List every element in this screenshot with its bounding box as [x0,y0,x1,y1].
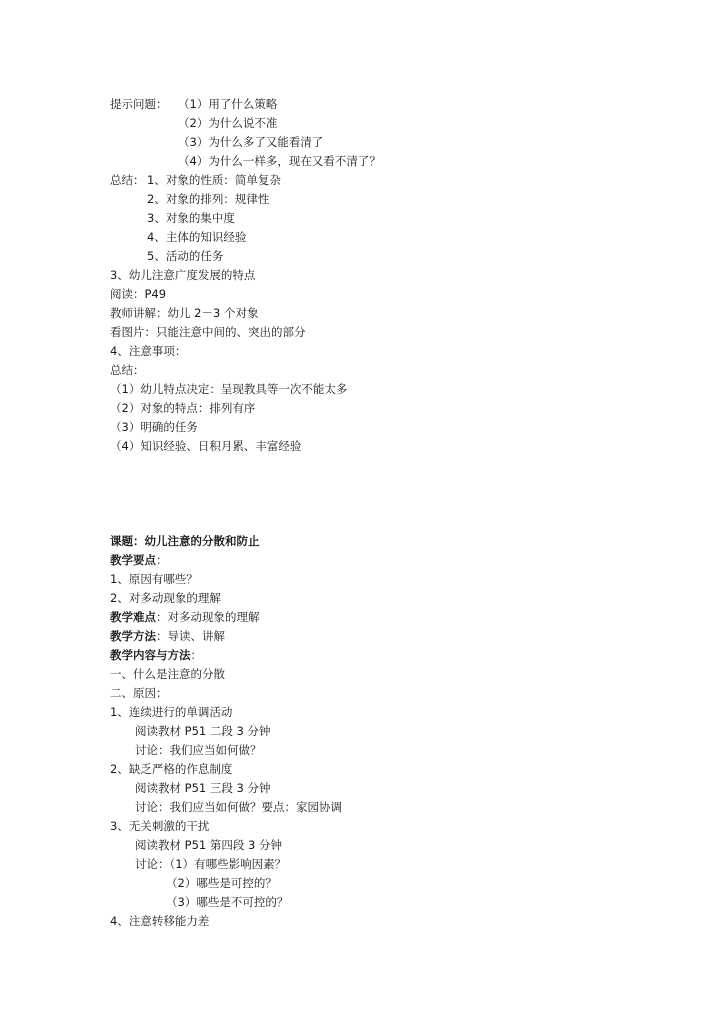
point-3: （3）明确的任务 [110,420,198,434]
reason-3-discussion-1: 讨论：（1）有哪些影响因素？ [135,857,287,871]
teacher-explain-line: 教师讲解：幼儿 2－3 个对象 [110,306,259,320]
reason-2-discussion: 讨论：我们应当如何做？要点：家园协调 [135,800,342,814]
reason-1-reading: 阅读教材 P51 二段 3 分钟 [135,724,271,738]
heading-4: 4、注意事项： [110,344,187,358]
question-4: （4）为什么一样多，现在又看不清了？ [178,154,381,168]
summary-label: 总结： [110,173,145,187]
picture-line: 看图片：只能注意中间的、突出的部分 [110,325,306,339]
lesson-title: 课题：幼儿注意的分散和防止 [110,534,260,548]
teaching-content-line [110,646,202,665]
teaching-points-colon: ： [156,553,168,567]
heading-3: 3、幼儿注意广度发展的特点 [110,268,256,282]
reason-2-reading: 阅读教材 P51 三段 3 分钟 [135,781,271,795]
prompt-questions-label: 提示问题： [110,97,168,111]
reason-3: 3、无关刺激的干扰 [110,819,210,833]
teaching-points-label: 教学要点 [110,553,156,567]
reason-3-discussion-2: （2）哪些是可控的？ [166,876,277,890]
teaching-content-label: 教学内容与方法 [110,648,191,662]
reason-1: 1、连续进行的单调活动 [110,705,233,719]
question-3: （3）为什么多了又能看清了 [178,135,324,149]
teaching-point-2: 2、对多动现象的理解 [110,591,221,605]
content-item-1: 一、什么是注意的分散 [110,667,225,681]
summary-item-3: 3、对象的集中度 [147,211,235,225]
point-4: （4）知识经验、日积月累、丰富经验 [110,439,302,453]
summary2-label: 总结： [110,363,145,377]
summary-item-2: 2、对象的排列：规律性 [147,192,270,206]
teaching-point-1: 1、原因有哪些？ [110,572,198,586]
teaching-method-line [110,627,225,646]
point-2: （2）对象的特点：排列有序 [110,401,256,415]
teaching-difficulty-text: ：对多动现象的理解 [156,610,260,624]
point-1: （1）幼儿特点决定：呈现教具等一次不能太多 [110,382,348,396]
reason-1-discussion: 讨论：我们应当如何做？ [135,743,262,757]
teaching-method-label: 教学方法 [110,629,156,643]
reason-3-discussion-3: （3）哪些是不可控的？ [166,895,289,909]
summary-item-4: 4、主体的知识经验 [147,230,247,244]
summary-item-1: 1、对象的性质：简单复杂 [147,173,281,187]
teaching-content-colon: ： [190,648,202,662]
reason-3-reading: 阅读教材 P51 第四段 3 分钟 [135,838,283,852]
reason-2: 2、缺乏严格的作息制度 [110,762,233,776]
content-item-2: 二、原因： [110,686,168,700]
teaching-difficulty-label: 教学难点 [110,610,156,624]
teaching-difficulty-line [110,608,260,627]
teaching-method-text: ：导读、讲解 [156,629,225,643]
teaching-points-line [110,551,168,570]
reading-line: 阅读：P49 [110,287,167,301]
question-2: （2）为什么说不准 [178,116,278,130]
reason-4: 4、注意转移能力差 [110,914,210,928]
question-1: （1）用了什么策略 [178,97,278,111]
summary-item-5: 5、活动的任务 [147,249,224,263]
